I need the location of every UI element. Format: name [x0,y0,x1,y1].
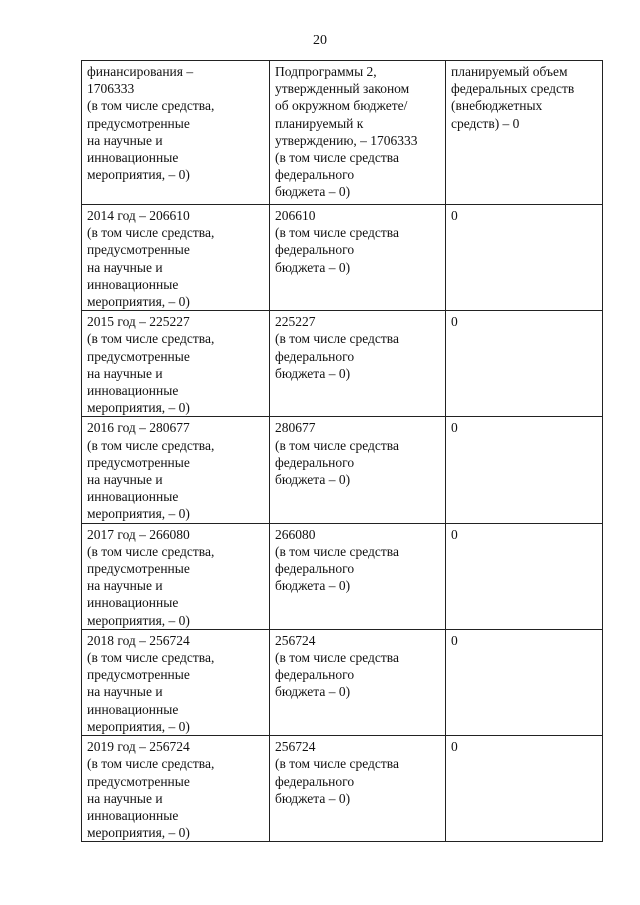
year-federal-cell: 0 [446,311,603,417]
table-row [82,205,603,311]
year-federal-cell: 0 [446,523,603,629]
year-budget-cell: 280677 (в том числе средства федерального бюджета – 0) [270,417,446,523]
financing-table [81,60,603,842]
federal-funds-cell: планируемый объем федеральных средств (внебюджетных средств) – 0 [446,61,603,205]
table-row [82,523,603,629]
year-federal-cell: 0 [446,629,603,735]
year-financing-cell: 2016 год – 280677 (в том числе средства, предусмотренные на научные и инновационные мероприятия, – 0) [82,417,270,523]
year-federal-cell: 0 [446,736,603,842]
year-financing-cell: 2014 год – 206610 (в том числе средства, предусмотренные на научные и инновационные мероприятия, – 0) [82,205,270,311]
year-budget-cell: 256724 (в том числе средства федерального бюджета – 0) [270,736,446,842]
year-budget-cell: 256724 (в том числе средства федерального бюджета – 0) [270,629,446,735]
year-budget-cell: 206610 (в том числе средства федерального бюджета – 0) [270,205,446,311]
year-financing-cell: 2019 год – 256724 (в том числе средства, предусмотренные на научные и инновационные мероприятия, – 0) [82,736,270,842]
table-row [82,311,603,417]
year-financing-cell: 2015 год – 225227 (в том числе средства, предусмотренные на научные и инновационные мероприятия, – 0) [82,311,270,417]
year-budget-cell: 225227 (в том числе средства федерального бюджета – 0) [270,311,446,417]
table-row [82,61,603,205]
year-budget-cell: 266080 (в том числе средства федерального бюджета – 0) [270,523,446,629]
page-number: 20 [313,33,327,48]
year-federal-cell: 0 [446,417,603,523]
year-financing-cell: 2018 год – 256724 (в том числе средства, предусмотренные на научные и инновационные мероприятия, – 0) [82,629,270,735]
table-row [82,417,603,523]
year-financing-cell: 2017 год – 266080 (в том числе средства, предусмотренные на научные и инновационные мероприятия, – 0) [82,523,270,629]
table-row [82,629,603,735]
year-federal-cell: 0 [446,205,603,311]
budget-total-cell: Подпрограммы 2, утвержденный законом об окружном бюджете/ планируемый к утверждению, – 1706333 (в том числе средства федерального бюджета – 0) [270,61,446,205]
table-row [82,736,603,842]
financing-total-cell: финансирования – 1706333 (в том числе средства, предусмотренные на научные и инновационные мероприятия, – 0) [82,61,270,205]
